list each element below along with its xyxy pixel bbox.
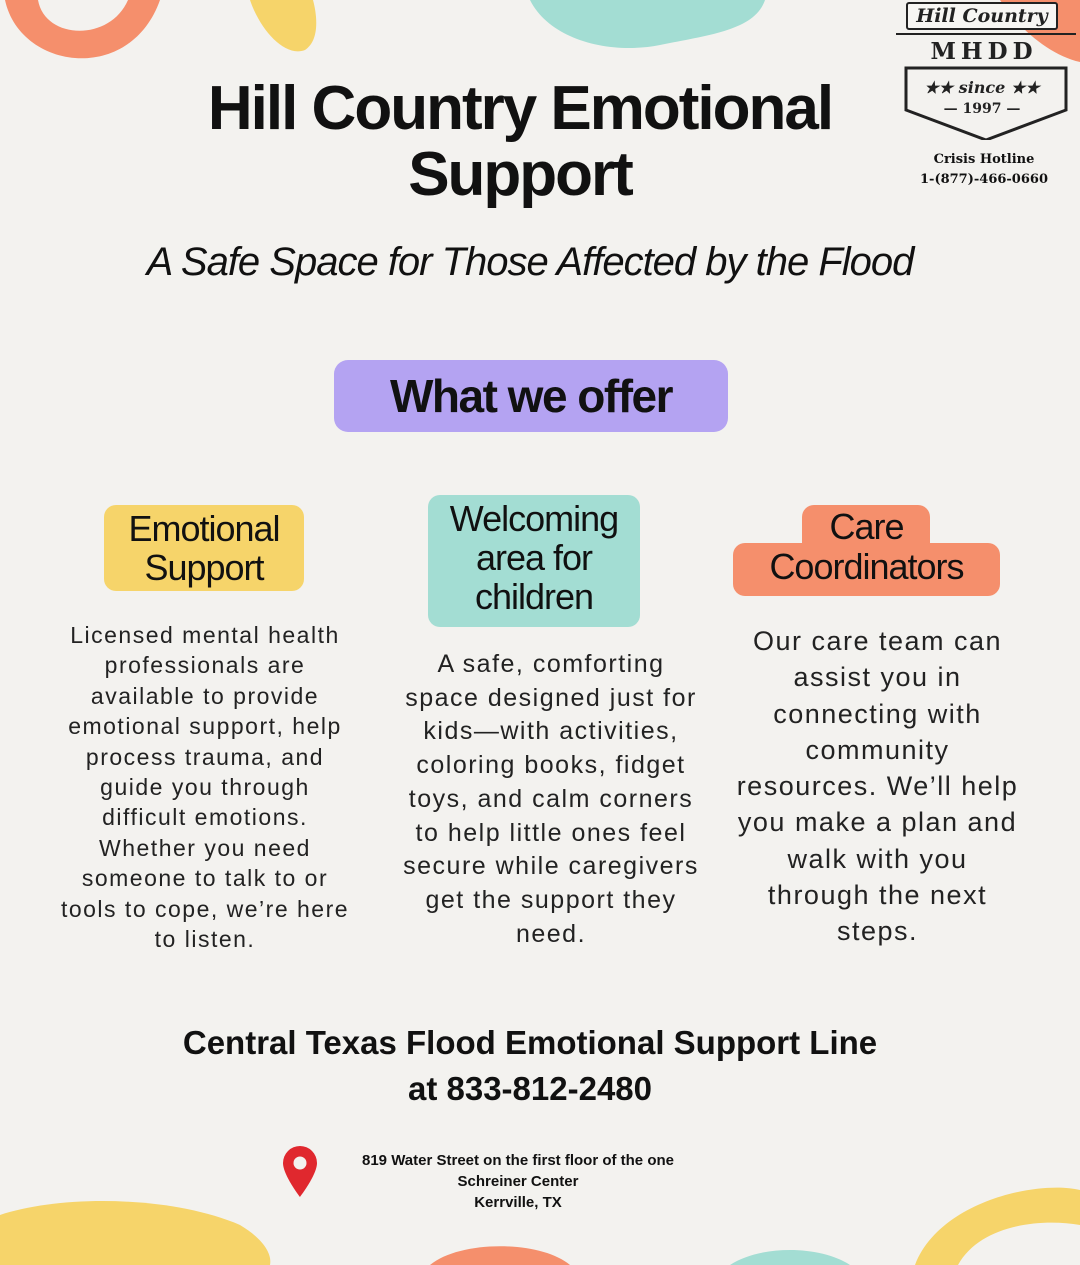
address-line-2: Schreiner Center <box>457 1173 579 1190</box>
page-subtitle: A Safe Space for Those Affected by the Flood <box>146 240 914 284</box>
page-title: Hill Country Emotional Support <box>207 74 833 209</box>
decorative-teal-blob-bottom <box>730 1245 850 1265</box>
support-line-number: at 833-812-2480 <box>407 1070 653 1107</box>
tag-care-coordinators: Care Coordinators <box>769 506 964 587</box>
logo-year: — 1997 — <box>943 101 1021 117</box>
crisis-hotline <box>900 150 1068 190</box>
emotional-support-description: Licensed mental health professionals are available to provide emotional support, help process trauma, and guide you through difficult emotions. Whether you need someone to talk to or tools to cope, we’re here to listen. <box>60 622 350 953</box>
location-pin-icon <box>280 1145 320 1199</box>
tag-emotional-support: Emotional Support <box>104 505 304 591</box>
decorative-orange-blob-bottom <box>430 1240 570 1265</box>
support-line <box>100 1020 960 1112</box>
tag-welcoming-area-children: Welcoming area for children <box>428 495 640 627</box>
address-line-3: Kerrville, TX <box>474 1194 562 1211</box>
decorative-yellow-blob-bottom-left <box>0 1195 280 1265</box>
what-we-offer-heading: What we offer <box>334 360 728 432</box>
logo-brand-name: Hill Country <box>906 2 1058 30</box>
decorative-yellow-leaf <box>245 0 325 58</box>
crisis-hotline-label: Crisis Hotline <box>933 152 1035 167</box>
decorative-teal-blob <box>530 0 770 55</box>
logo-org-name: MHDD <box>930 38 1038 65</box>
support-line-name: Central Texas Flood Emotional Support Line <box>182 1024 878 1061</box>
address-line-1: 819 Water Street on the first floor of the one <box>362 1152 674 1169</box>
address-block <box>330 1150 706 1213</box>
care-coordinators-description: Our care team can assist you in connecting with community resources. We’ll help you make a plan and walk with you through the next steps. <box>736 626 1019 947</box>
decorative-yellow-ring-bottom-right <box>910 1180 1080 1265</box>
children-area-description: A safe, comforting space designed just for kids—with activities, coloring books, fidget toys, and calm corners to help little ones feel secure while caregivers get the support they need. <box>403 650 699 948</box>
crisis-hotline-number: 1-(877)-466-0660 <box>920 172 1048 187</box>
logo-since-label: ★★ since ★★ <box>924 78 1040 97</box>
